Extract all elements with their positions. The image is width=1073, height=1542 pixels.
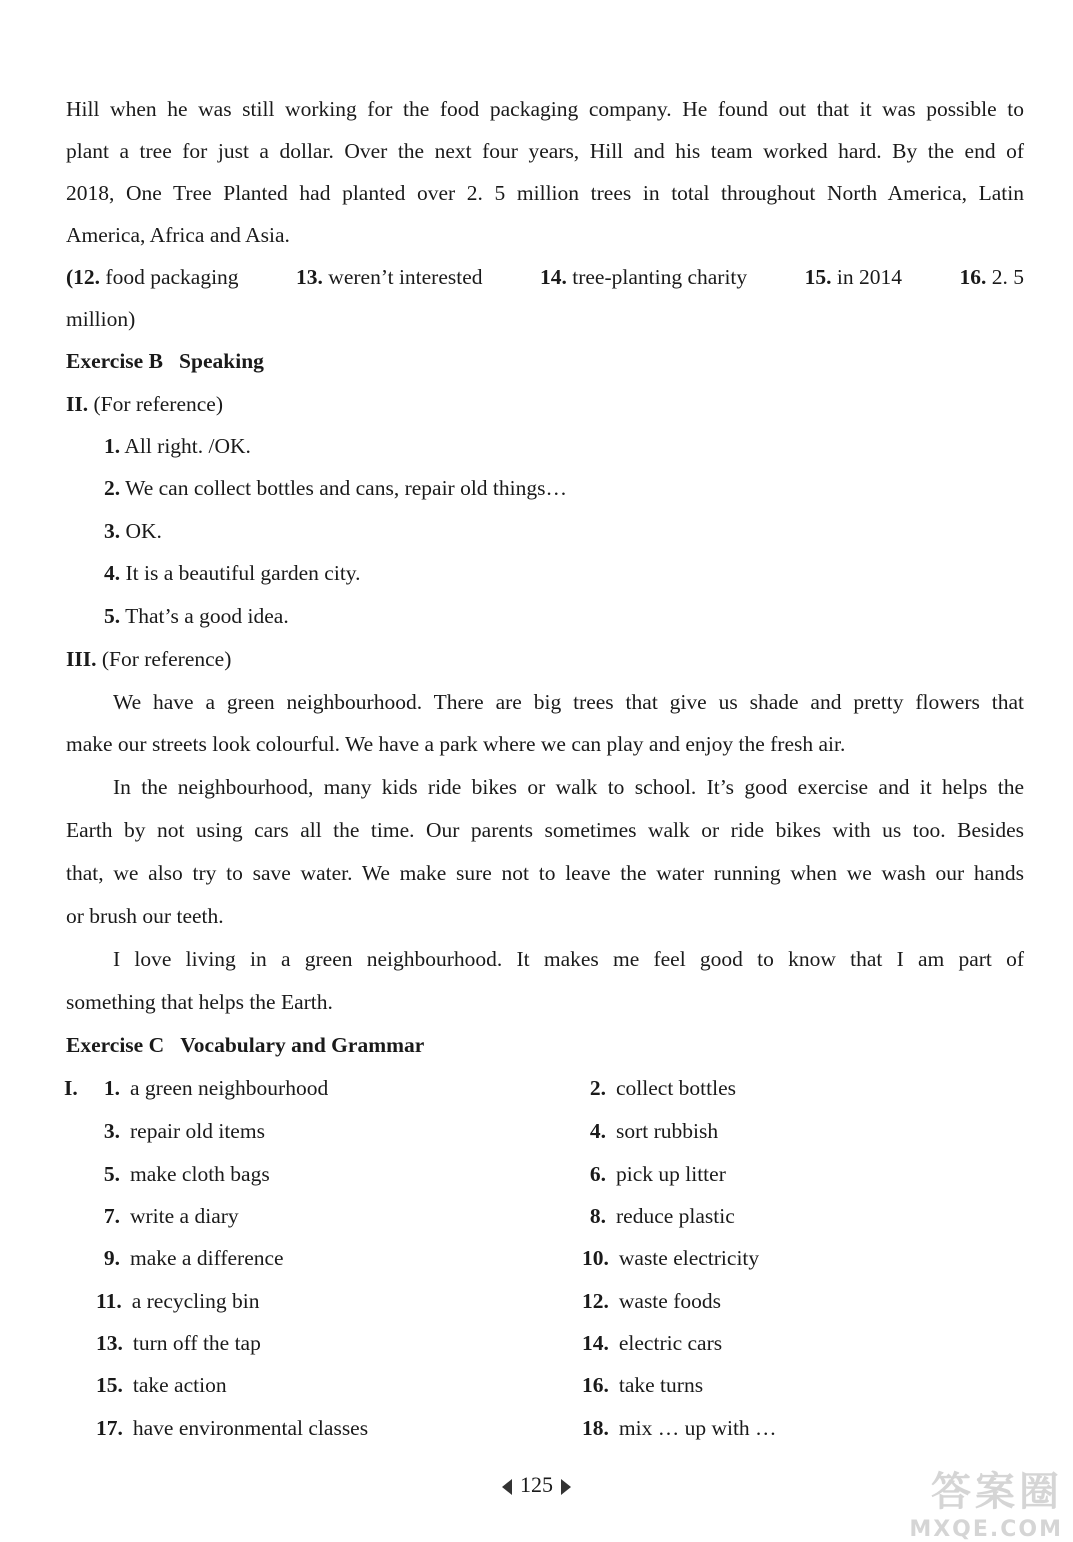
vocab-number: 4. (589, 1119, 606, 1143)
part-iii-label: III. (66, 647, 97, 671)
item-number: 5. (104, 604, 121, 628)
speaking-item (104, 558, 1024, 588)
vocab-item (582, 1286, 721, 1316)
vocab-text: reduce plastic (616, 1204, 735, 1228)
part-i-label: I. (64, 1076, 78, 1100)
item-number: 1. (104, 434, 121, 458)
vocab-text: take action (132, 1373, 227, 1397)
vocab-item (96, 1370, 227, 1400)
part-iii-note: (For reference) (101, 647, 232, 671)
answer-14 (540, 262, 747, 292)
vocab-item (582, 1159, 726, 1189)
vocab-item (96, 1243, 284, 1273)
vocab-text: turn off the tap (132, 1331, 261, 1355)
item-number: 4. (104, 561, 121, 585)
item-number: 3. (104, 519, 121, 543)
vocab-number: 2. (589, 1076, 606, 1100)
vocab-item (582, 1328, 722, 1358)
vocab-number: 17. (96, 1416, 123, 1440)
answer-text: 2. 5 (991, 265, 1024, 289)
paragraph-line: make our streets look colourful. We have a park where we can play and enjoy the fresh air. (66, 732, 846, 756)
passage-line-4: America, Africa and Asia. (66, 223, 290, 247)
vocab-text: a recycling bin (131, 1289, 260, 1313)
answer-12 (66, 262, 239, 292)
answer-text: weren’t interested (328, 265, 483, 289)
item-text: All right. /OK. (124, 434, 251, 458)
speaking-item (104, 516, 1024, 546)
watermark-logo-text: 答案圈 (931, 1469, 1063, 1515)
watermark-url: MXQE.COM (909, 1517, 1063, 1542)
vocab-number: 6. (589, 1162, 606, 1186)
part-ii-note: (For reference) (93, 392, 223, 416)
paragraph-line: I love living in a green neighbourhood. It makes me feel good to know that I am part of (113, 947, 1024, 971)
item-text: We can collect bottles and cans, repair old things… (125, 476, 567, 500)
vocab-number: 18. (582, 1416, 609, 1440)
vocab-item (96, 1159, 270, 1189)
item-text: It is a beautiful garden city. (125, 561, 361, 585)
vocab-item (582, 1243, 759, 1273)
vocab-number: 7. (103, 1204, 120, 1228)
vocab-number: 11. (96, 1289, 122, 1313)
vocab-number: 15. (96, 1373, 123, 1397)
exercise-c-heading: Exercise C Vocabulary and Grammar (66, 1033, 425, 1057)
answer-13 (296, 262, 482, 292)
vocab-number: 9. (103, 1246, 120, 1270)
page-number: 125 (520, 1472, 553, 1497)
vocab-text: have environmental classes (132, 1416, 369, 1440)
vocab-number: 5. (103, 1162, 120, 1186)
site-watermark (893, 1460, 1063, 1542)
answer-number: 13. (296, 265, 323, 289)
answer-15 (805, 262, 902, 292)
vocab-number: 12. (582, 1289, 609, 1313)
vocab-text: repair old items (130, 1119, 265, 1143)
prev-page-icon (502, 1479, 512, 1495)
vocab-item (582, 1116, 718, 1146)
passage-line-3: 2018, One Tree Planted had planted over 2. 5 million trees in total throughout North America, Latin (66, 181, 1024, 205)
paragraph-line: Earth by not using cars all the time. Our parents sometimes walk or ride bikes with us too. Besides (66, 818, 1024, 842)
paragraph-line: In the neighbourhood, many kids ride bikes or walk to school. It’s good exercise and it helps the (113, 775, 1024, 799)
vocab-number: 1. (103, 1076, 120, 1100)
vocab-number: 8. (589, 1204, 606, 1228)
answer-text: tree-planting charity (572, 265, 748, 289)
item-text: OK. (125, 519, 162, 543)
answers-tail: million) (66, 307, 136, 331)
vocab-text: waste electricity (618, 1246, 760, 1270)
vocab-item (96, 1116, 265, 1146)
vocab-item (96, 1073, 328, 1103)
vocab-item (96, 1328, 261, 1358)
item-number: 2. (104, 476, 121, 500)
vocab-item (582, 1370, 703, 1400)
part-ii-label: II. (66, 392, 89, 416)
passage-line-1: Hill when he was still working for the food packaging company. He found out that it was possible to (66, 97, 1024, 121)
paragraph-line: something that helps the Earth. (66, 990, 333, 1014)
vocab-item (96, 1413, 368, 1443)
vocab-text: sort rubbish (616, 1119, 719, 1143)
vocab-text: write a diary (130, 1204, 239, 1228)
answers-row (66, 262, 1024, 292)
vocab-text: make cloth bags (130, 1162, 270, 1186)
vocab-text: electric cars (618, 1331, 723, 1355)
answer-text: in 2014 (836, 265, 903, 289)
paragraph-line: that, we also try to save water. We make sure not to leave the water running when we wash our hands (66, 861, 1024, 885)
speaking-item (104, 473, 1024, 503)
answer-number: 14. (540, 265, 567, 289)
vocab-text: make a difference (130, 1246, 284, 1270)
speaking-item (104, 601, 1024, 631)
vocab-number: 14. (582, 1331, 609, 1355)
speaking-item (104, 431, 1024, 461)
answer-number: 16. (959, 265, 987, 289)
vocab-text: waste foods (618, 1289, 721, 1313)
exercise-b-heading: Exercise B Speaking (66, 349, 264, 373)
paragraph-line: or brush our teeth. (66, 904, 224, 928)
vocab-item (582, 1413, 777, 1443)
paragraph-line: We have a green neighbourhood. There are big trees that give us shade and pretty flowers that (113, 690, 1024, 714)
vocab-item (96, 1201, 239, 1231)
part-ii-header (66, 389, 1024, 419)
answer-number: (12. (66, 265, 101, 289)
passage-line-2: plant a tree for just a dollar. Over the next four years, Hill and his team worked hard. By the end of (66, 139, 1024, 163)
answer-text: food packaging (105, 265, 239, 289)
vocab-item (582, 1073, 736, 1103)
vocab-number: 13. (96, 1331, 123, 1355)
vocab-number: 3. (103, 1119, 120, 1143)
next-page-icon (561, 1479, 571, 1495)
vocab-text: take turns (618, 1373, 704, 1397)
part-iii-header (66, 644, 1024, 674)
item-text: That’s a good idea. (125, 604, 289, 628)
answer-16 (960, 262, 1025, 292)
vocab-item (96, 1286, 259, 1316)
vocab-text: pick up litter (616, 1162, 726, 1186)
vocab-text: collect bottles (616, 1076, 737, 1100)
vocab-item (582, 1201, 735, 1231)
vocab-number: 16. (582, 1373, 609, 1397)
vocab-number: 10. (582, 1246, 609, 1270)
vocab-text: a green neighbourhood (130, 1076, 329, 1100)
answer-number: 15. (804, 265, 832, 289)
vocab-text: mix … up with … (618, 1416, 777, 1440)
